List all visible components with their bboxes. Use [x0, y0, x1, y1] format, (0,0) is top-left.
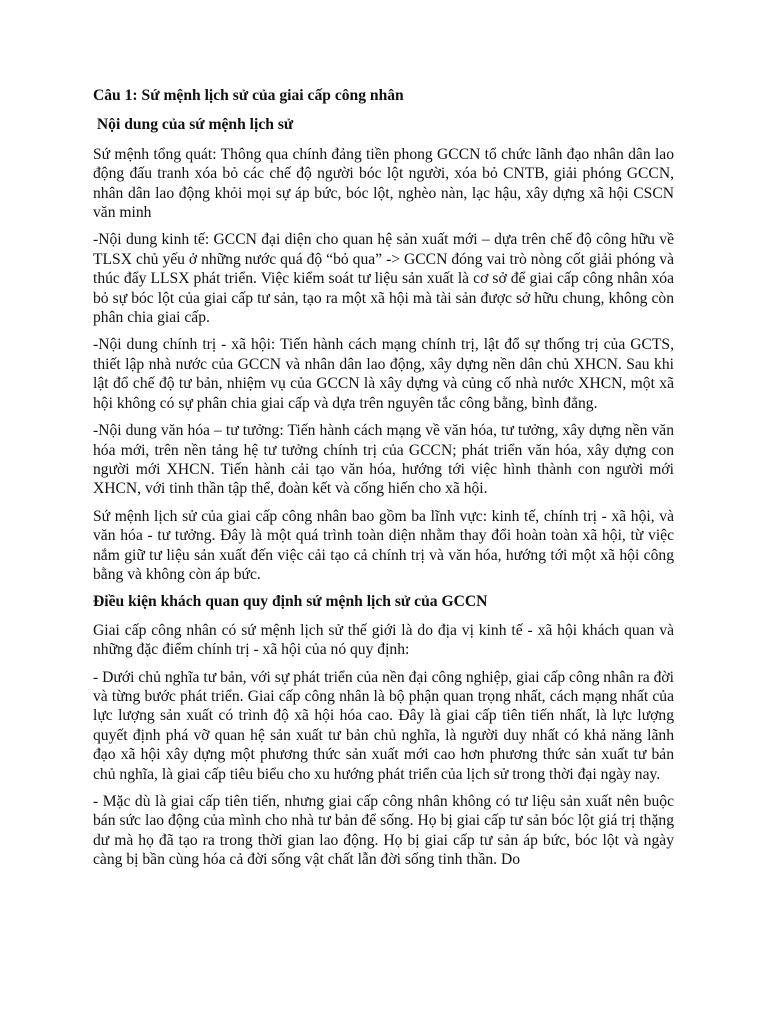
- paragraph-mission-summary: Sứ mệnh lịch sử của giai cấp công nhân bao gồm ba lĩnh vực: kinh tế, chính trị - xã hội, và văn hóa - tư tưởng. Đây là một quá trình toàn diện nhằm thay đổi hoàn toàn xã hội, từ việc nắm giữ tư liệu sản xuất đến việc cải tạo cả chính trị và văn hóa, hướng tới một xã hội công bằng và không còn áp bức.: [93, 507, 674, 583]
- paragraph-political-social-content: -Nội dung chính trị - xã hội: Tiến hành cách mạng chính trị, lật đổ sự thống trị của GCTS, thiết lập nhà nước của GCCN và nhân dân lao động, xây dựng nền dân chủ XHCN. Sau khi lật đổ chế độ tư bản, nhiệm vụ của GCCN là xây dựng và củng cố nhà nước XHCN, một xã hội không có sự phân chia giai cấp và dựa trên nguyên tắc công bằng, bình đẳng.: [93, 336, 674, 412]
- paragraph-economic-content: -Nội dung kinh tế: GCCN đại diện cho quan hệ sản xuất mới – dựa trên chế độ công hữu về TLSX chủ yếu ở những nước quá độ “bỏ qua” -> GCCN đóng vai trò nòng cốt giải phóng và thúc đẩy LLSX phát triển. Việc kiểm soát tư liệu sản xuất là cơ sở để giai cấp công nhân xóa bỏ sự bóc lột của giai cấp tư sản, tạo ra một xã hội mà tài sản được sở hữu chung, không còn phân chia giai cấp.: [93, 231, 674, 327]
- paragraph-capitalism-development: - Dưới chủ nghĩa tư bản, với sự phát triển của nền đại công nghiệp, giai cấp công nhân ra đời và từng bước phát triển. Giai cấp công nhân là bộ phận quan trọng nhất, cách mạng nhất của lực lượng sản xuất có trình độ xã hội hóa cao. Đây là giai cấp tiên tiến nhất, là lực lượng quyết định phá vỡ quan hệ sản xuất tư bản chủ nghĩa, là người duy nhất có khả năng lãnh đạo xã hội xây dựng một phương thức sản xuất mới cao hơn phương thức sản xuất tư bản chủ nghĩa, là giai cấp tiêu biểu cho xu hướng phát triển của lịch sử trong thời đại ngày nay.: [93, 668, 674, 783]
- section-heading-objective-conditions: Điều kiện khách quan quy định sứ mệnh lịch sử của GCCN: [93, 593, 488, 611]
- paragraph-general-mission: Sứ mệnh tổng quát: Thông qua chính đảng tiền phong GCCN tổ chức lãnh đạo nhân dân lao động đấu tranh xóa bỏ các chế độ người bóc lột người, xóa bỏ CNTB, giải phóng GCCN, nhân dân lao động khỏi mọi sự áp bức, bóc lột, nghèo nàn, lạc hậu, xây dựng xã hội CSCN văn minh: [93, 145, 674, 222]
- paragraph-cultural-ideological-content: -Nội dung văn hóa – tư tưởng: Tiến hành cách mạng về văn hóa, tư tưởng, xây dựng nền văn hóa mới, trên nền tảng hệ tư tưởng chính trị của GCCN; phát triển văn hóa, xây dựng con người mới XHCN. Tiến hành cải tạo văn hóa, hướng tới việc hình thành con người mới XHCN, với tinh thần tập thể, đoàn kết và cống hiến cho xã hội.: [93, 422, 674, 498]
- document-page: [93, 86, 674, 878]
- document-title: Câu 1: Sứ mệnh lịch sử của giai cấp công nhân: [93, 87, 404, 104]
- paragraph-exploitation: - Mặc dù là giai cấp tiên tiến, nhưng giai cấp công nhân không có tư liệu sản xuất nên buộc bán sức lao động của mình cho nhà tư bản để sống. Họ bị giai cấp tư sản bóc lột giá trị thặng dư mà họ đã tạo ra trong thời gian lao động. Họ bị giai cấp tư sản áp bức, bóc lột và ngày càng bị bần cùng hóa cả đời sống vật chất lẫn đời sống tinh thần. Do: [93, 793, 674, 869]
- paragraph-conditions-intro: Giai cấp công nhân có sứ mệnh lịch sử thế giới là do địa vị kinh tế - xã hội khách quan và những đặc điểm chính trị - xã hội của nó quy định:: [93, 621, 674, 659]
- section-heading-mission-content: Nội dung của sứ mệnh lịch sử: [93, 116, 294, 134]
